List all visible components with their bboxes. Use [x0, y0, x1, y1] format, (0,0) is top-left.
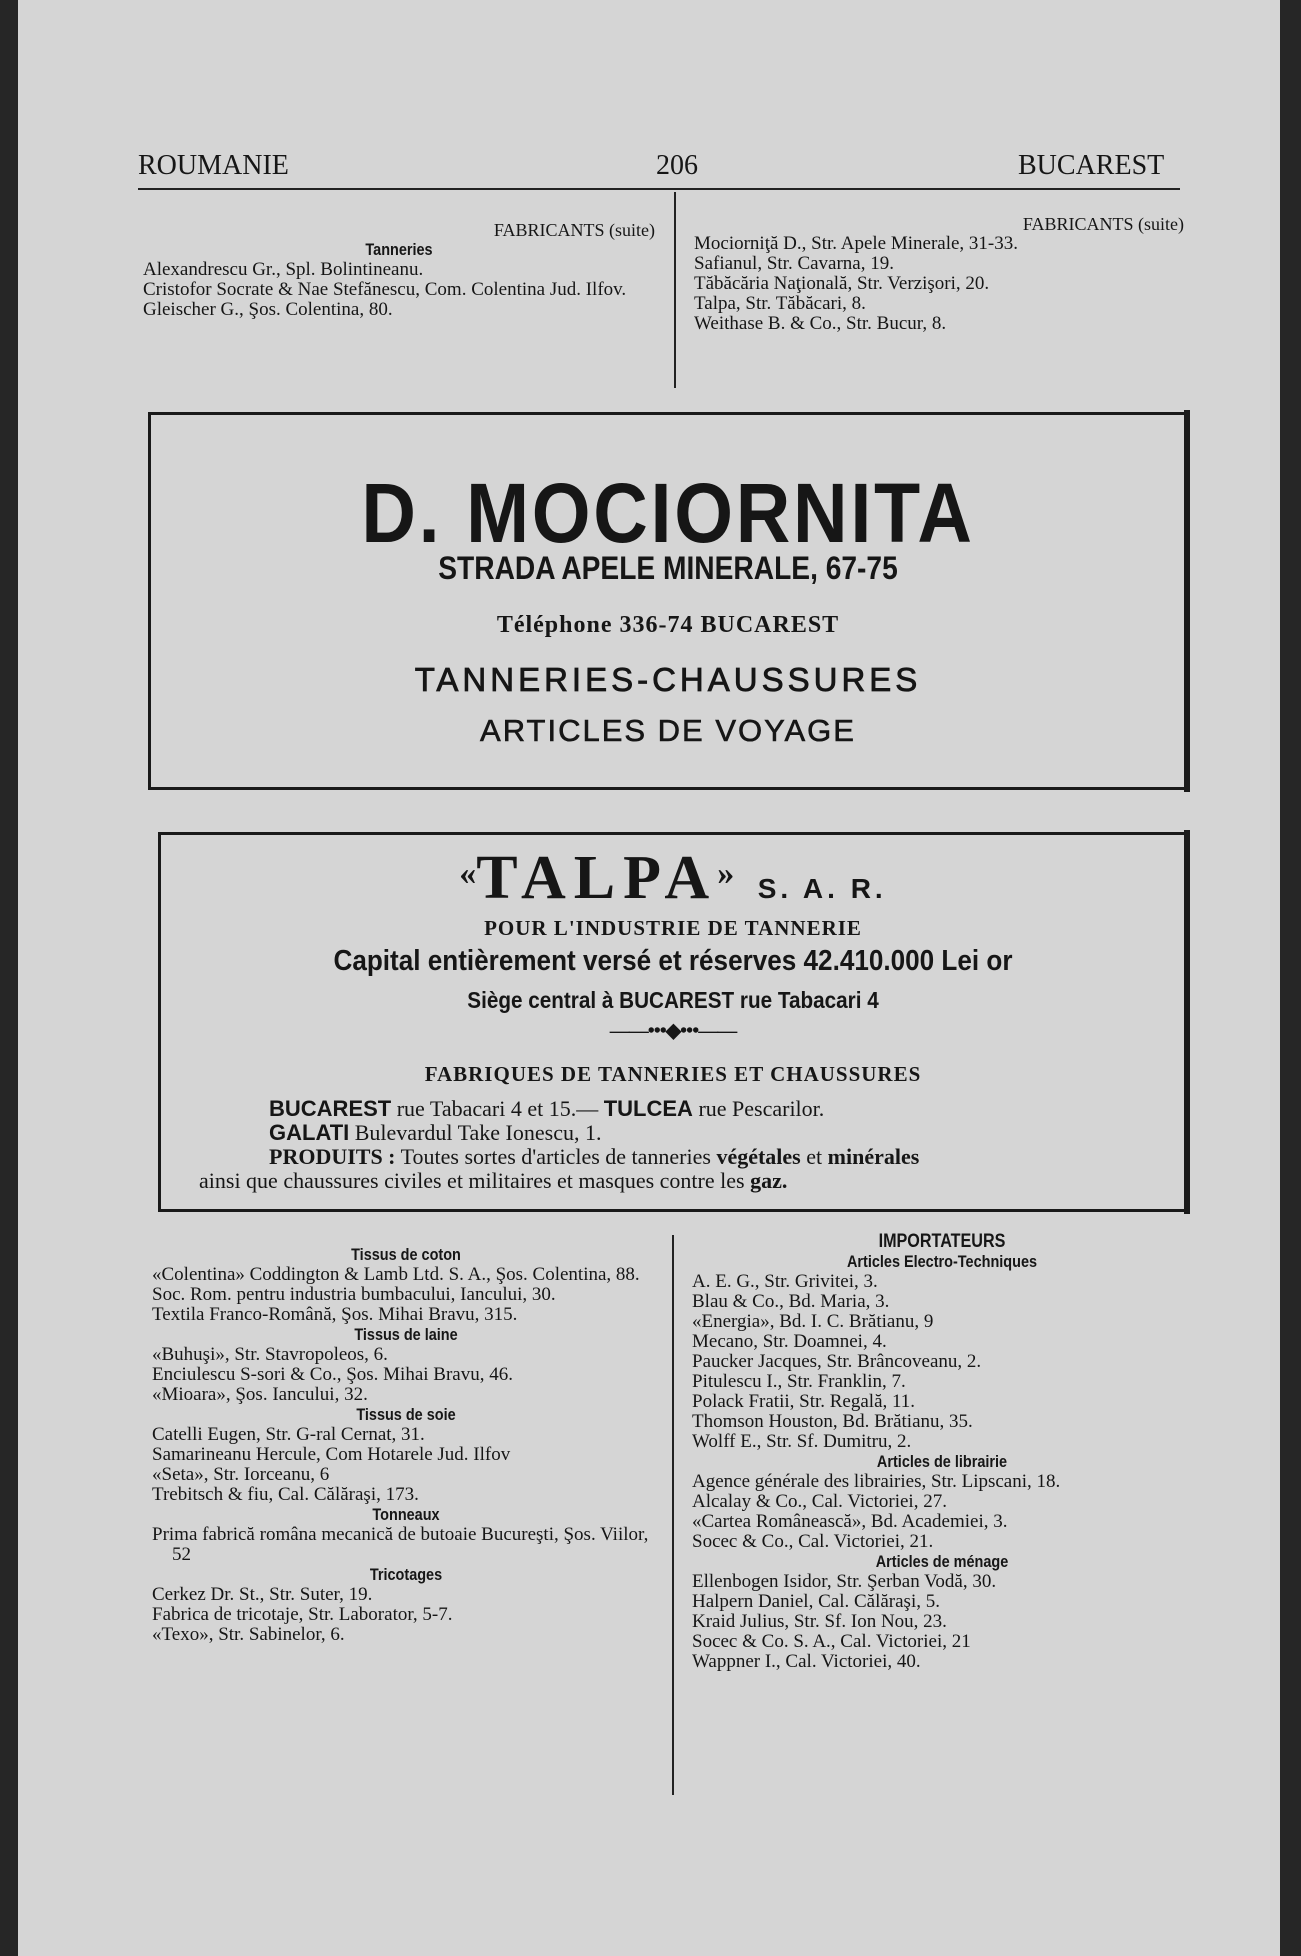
list-item: Enciulescu S-sori & Co., Şos. Mihai Bravu, 46. — [152, 1364, 513, 1385]
page-number: 206 — [656, 150, 698, 181]
column-divider — [672, 1235, 674, 1795]
list-item: Prima fabrică româna mecanică de butoaie Bucureşti, Şos. Viilor, 52 — [152, 1524, 649, 1565]
list-item: Fabrica de tricotaje, Str. Laborator, 5-7. — [152, 1604, 453, 1625]
ad-factories-heading: FABRIQUES DE TANNERIES ET CHAUSSURES — [424, 1062, 922, 1086]
box-shadow — [1184, 410, 1190, 792]
list-item: Talpa, Str. Tăbăcari, 8. — [694, 293, 866, 314]
list-item: Mecano, Str. Doamnei, 4. — [692, 1331, 887, 1352]
list-item: Blau & Co., Bd. Maria, 3. — [692, 1291, 890, 1312]
subsection-heading: Articles Electro-Techniques — [846, 1252, 1038, 1271]
talpa-name: TALPA — [476, 844, 718, 912]
column-divider — [674, 192, 676, 388]
section-heading: FABRICANTS (suite) — [493, 220, 655, 240]
list-item: Trebitsch & fiu, Cal. Călăraşi, 173. — [152, 1484, 419, 1505]
ad-company-name — [161, 843, 1185, 914]
products-line — [199, 1169, 1165, 1193]
list-item: Soc. Rom. pentru industria bumbacului, Iancului, 30. — [152, 1284, 556, 1305]
ad-tagline: POUR L'INDUSTRIE DE TANNERIE — [484, 916, 862, 940]
list-item: Gleischer G., Şos. Colentina, 80. — [143, 299, 393, 320]
subsection-heading: Tissus de laine — [354, 1325, 458, 1344]
list-item: Cristofor Socrate & Nae Stefănescu, Com. Colentina Jud. Ilfov. — [143, 279, 627, 300]
bottom-left-column — [152, 1245, 660, 1645]
factory-line — [199, 1097, 1165, 1121]
header-country: ROUMANIE — [138, 150, 289, 181]
open-quote: « — [459, 855, 477, 892]
subsection-heading: Tonneaux — [372, 1505, 440, 1524]
advertisement-mociornita — [148, 412, 1188, 790]
ad-headquarters: Siège central à BUCAREST rue Tabacari 4 — [467, 987, 879, 1013]
ad-address: STRADA APELE MINERALE, 67-75 — [438, 550, 898, 586]
list-item: «Energia», Bd. I. C. Brătianu, 9 — [692, 1311, 934, 1332]
list-item: Alcalay & Co., Cal. Victoriei, 27. — [692, 1491, 947, 1512]
advertisement-talpa — [158, 832, 1188, 1212]
ad-details — [199, 1097, 1165, 1193]
list-item: «Texo», Str. Sabinelor, 6. — [152, 1624, 345, 1645]
subsection-heading: Tricotages — [369, 1565, 443, 1584]
section-heading: IMPORTATEURS — [878, 1231, 1006, 1252]
city-name: GALATI — [269, 1120, 350, 1145]
ad-products-line: ARTICLES DE VOYAGE — [480, 713, 856, 748]
products-emphasis: végétales — [716, 1144, 801, 1169]
products-text: et — [806, 1144, 823, 1169]
subsection-heading: Tissus de coton — [351, 1245, 461, 1264]
list-item: Socec & Co., Cal. Victoriei, 21. — [692, 1531, 934, 1552]
subsection-heading: Tissus de soie — [356, 1405, 456, 1424]
subsection-heading: Articles de librairie — [876, 1452, 1008, 1471]
ad-capital: Capital entièrement versé et réserves 42.410.000 Lei or — [333, 945, 1013, 977]
products-text: ainsi que chaussures civiles et militaires et masques contre les — [199, 1168, 745, 1193]
list-item: Tăbăcăria Naţională, Str. Verzişori, 20. — [694, 273, 990, 294]
subsection-heading: Articles de ménage — [875, 1552, 1009, 1571]
list-item: «Seta», Str. Iorceanu, 6 — [152, 1464, 330, 1485]
products-text: Toutes sortes d'articles de tanneries — [400, 1144, 711, 1169]
city-address: rue Pescarilor. — [698, 1096, 825, 1121]
list-item: Wolff E., Str. Sf. Dumitru, 2. — [692, 1431, 912, 1452]
products-emphasis: minérales — [827, 1144, 920, 1169]
products-line — [199, 1145, 1165, 1169]
list-item: Safianul, Str. Cavarna, 19. — [694, 253, 894, 274]
list-item: Halpern Daniel, Cal. Călăraşi, 5. — [692, 1591, 940, 1612]
section-heading: FABRICANTS (suite) — [1022, 214, 1184, 234]
header-rule — [138, 188, 1180, 190]
products-emphasis: gaz. — [750, 1168, 788, 1193]
list-item: Samarineanu Hercule, Com Hotarele Jud. Ilfov — [152, 1444, 511, 1465]
list-item: Pitulescu I., Str. Franklin, 7. — [692, 1371, 906, 1392]
close-quote: » — [717, 855, 735, 892]
list-item: «Cartea Românească», Bd. Academiei, 3. — [692, 1511, 1008, 1532]
ad-company-name: D. MOCIORNITA — [361, 466, 975, 560]
city-address: rue Tabacari 4 et 15.— — [396, 1096, 599, 1121]
list-item: Weithase B. & Co., Str. Bucur, 8. — [694, 313, 947, 334]
factory-line — [199, 1121, 1165, 1145]
list-item: Socec & Co. S. A., Cal. Victoriei, 21 — [692, 1631, 971, 1652]
list-item: Polack Fratii, Str. Regală, 11. — [692, 1391, 916, 1412]
list-item: Agence générale des librairies, Str. Lipscani, 18. — [692, 1471, 1061, 1492]
list-item: Thomson Houston, Bd. Brătianu, 35. — [692, 1411, 973, 1432]
list-item: Kraid Julius, Str. Sf. Ion Nou, 23. — [692, 1611, 947, 1632]
top-right-column — [694, 214, 1184, 334]
list-item: «Colentina» Coddington & Lamb Ltd. S. A., Şos. Colentina, 88. — [152, 1264, 640, 1285]
header-city: BUCAREST — [1018, 150, 1165, 181]
list-item: Catelli Eugen, Str. G-ral Cernat, 31. — [152, 1424, 425, 1445]
city-name: TULCEA — [603, 1096, 693, 1121]
list-item: Cerkez Dr. St., Str. Suter, 19. — [152, 1584, 373, 1605]
list-item: Mociorniţă D., Str. Apele Minerale, 31-33. — [694, 233, 1018, 254]
bottom-right-column — [692, 1232, 1192, 1672]
ad-products-line: TANNERIES-CHAUSSURES — [414, 661, 922, 698]
list-item: A. E. G., Str. Grivitei, 3. — [692, 1271, 878, 1292]
subsection-heading: Tanneries — [365, 240, 433, 259]
list-item: Wappner I., Cal. Victoriei, 40. — [692, 1651, 921, 1672]
city-address: Bulevardul Take Ionescu, 1. — [354, 1120, 602, 1145]
top-left-column — [143, 220, 655, 320]
ornament-divider: ——•••◆•••—— — [609, 1020, 737, 1042]
list-item: «Buhuşi», Str. Stavropoleos, 6. — [152, 1344, 388, 1365]
products-label: PRODUITS : — [269, 1144, 396, 1169]
box-shadow — [1184, 830, 1190, 1214]
list-item: «Mioara», Şos. Iancului, 32. — [152, 1384, 368, 1405]
ad-phone: Téléphone 336-74 BUCAREST — [496, 612, 840, 638]
list-item: Alexandrescu Gr., Spl. Bolintineanu. — [143, 259, 424, 280]
list-item: Ellenbogen Isidor, Str. Şerban Vodă, 30. — [692, 1571, 997, 1592]
list-item: Paucker Jacques, Str. Brâncoveanu, 2. — [692, 1351, 982, 1372]
list-item: Textila Franco-Română, Şos. Mihai Bravu, 315. — [152, 1304, 518, 1325]
running-header — [18, 150, 1280, 190]
book-page — [18, 0, 1280, 1956]
company-suffix: S. A. R. — [757, 873, 887, 904]
city-name: BUCAREST — [269, 1096, 392, 1121]
